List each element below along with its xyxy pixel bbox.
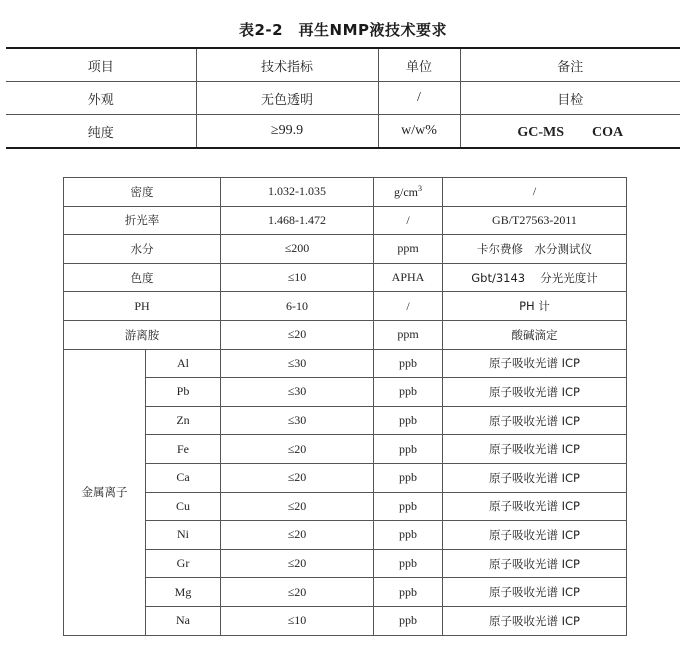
row-note: 酸碱滴定: [443, 320, 627, 349]
metal-element: Ni: [146, 521, 221, 550]
unit-base: g/cm: [394, 184, 418, 199]
metal-unit: ppb: [374, 435, 443, 464]
metal-unit: ppb: [374, 406, 443, 435]
header-item: 项目: [6, 48, 196, 82]
metal-note: 原子吸收光谱 ICP: [443, 406, 627, 435]
row-item: 游离胺: [64, 320, 221, 349]
unit-superscript: 3: [418, 183, 422, 193]
metal-element: Na: [146, 606, 221, 635]
metal-note: 原子吸收光谱 ICP: [443, 435, 627, 464]
metal-spec: ≤20: [221, 549, 374, 578]
metal-group-label: 金属离子: [64, 349, 146, 635]
row-spec: ≤200: [221, 235, 374, 264]
row-item: 外观: [6, 82, 196, 115]
metal-row: [64, 492, 627, 521]
row-item: 色度: [64, 263, 221, 292]
table-row: [64, 292, 627, 321]
metal-spec: ≤20: [221, 463, 374, 492]
metal-element: Cu: [146, 492, 221, 521]
metal-element: Fe: [146, 435, 221, 464]
metal-element: Zn: [146, 406, 221, 435]
metal-spec: ≤30: [221, 349, 374, 378]
table-row: [64, 235, 627, 264]
metal-row: [64, 606, 627, 635]
row-item: 折光率: [64, 206, 221, 235]
row-spec: 无色透明: [196, 82, 378, 115]
metal-element: Al: [146, 349, 221, 378]
metal-unit: ppb: [374, 578, 443, 607]
row-note: PH 计: [443, 292, 627, 321]
header-note: 备注: [460, 48, 680, 82]
table-row: [64, 320, 627, 349]
metal-spec: ≤10: [221, 606, 374, 635]
metal-note: 原子吸收光谱 ICP: [443, 349, 627, 378]
metal-note: 原子吸收光谱 ICP: [443, 492, 627, 521]
row-note: Gbt/3143 分光光度计: [443, 263, 627, 292]
metal-row: [64, 378, 627, 407]
metal-element: Mg: [146, 578, 221, 607]
row-note: 目检: [460, 82, 680, 115]
metal-unit: ppb: [374, 521, 443, 550]
nmp-spec-table-main: [6, 47, 680, 149]
metal-row: [64, 349, 627, 378]
row-item: 水分: [64, 235, 221, 264]
table-row: [64, 178, 627, 207]
metal-spec: ≤30: [221, 378, 374, 407]
table-row: [64, 263, 627, 292]
row-unit: /: [374, 206, 443, 235]
row-item: 密度: [64, 178, 221, 207]
metal-spec: ≤20: [221, 578, 374, 607]
metal-spec: ≤20: [221, 521, 374, 550]
metal-note: 原子吸收光谱 ICP: [443, 578, 627, 607]
row-item: PH: [64, 292, 221, 321]
table-caption: 表2-2 再生NMP液技术要求: [238, 21, 448, 39]
metal-unit: ppb: [374, 463, 443, 492]
metal-row: [64, 463, 627, 492]
table-row: [6, 115, 680, 149]
row-spec: ≥99.9: [196, 115, 378, 149]
metal-unit: ppb: [374, 606, 443, 635]
metal-element: Ca: [146, 463, 221, 492]
row-unit: [374, 178, 443, 207]
metal-row: [64, 435, 627, 464]
row-unit: ppm: [374, 235, 443, 264]
row-item: 纯度: [6, 115, 196, 149]
table-header-row: [6, 48, 680, 82]
metal-spec: ≤20: [221, 492, 374, 521]
metal-unit: ppb: [374, 349, 443, 378]
metal-note: 原子吸收光谱 ICP: [443, 549, 627, 578]
metal-row: [64, 406, 627, 435]
metal-unit: ppb: [374, 492, 443, 521]
row-spec: ≤10: [221, 263, 374, 292]
row-note: GB/T27563-2011: [443, 206, 627, 235]
row-note: 卡尔费修 水分测试仪: [443, 235, 627, 264]
metal-row: [64, 549, 627, 578]
row-unit: w/w%: [378, 115, 460, 149]
metal-note: 原子吸收光谱 ICP: [443, 606, 627, 635]
nmp-spec-table-detail: [63, 177, 627, 636]
metal-spec: ≤20: [221, 435, 374, 464]
metal-row: [64, 521, 627, 550]
row-spec: 1.468-1.472: [221, 206, 374, 235]
row-note: /: [443, 178, 627, 207]
metal-unit: ppb: [374, 378, 443, 407]
metal-element: Gr: [146, 549, 221, 578]
metal-row: [64, 578, 627, 607]
row-unit: ppm: [374, 320, 443, 349]
row-spec: 6-10: [221, 292, 374, 321]
metal-spec: ≤30: [221, 406, 374, 435]
metal-note: 原子吸收光谱 ICP: [443, 378, 627, 407]
header-spec: 技术指标: [196, 48, 378, 82]
row-spec: ≤20: [221, 320, 374, 349]
metal-note: 原子吸收光谱 ICP: [443, 521, 627, 550]
row-unit: /: [378, 82, 460, 115]
metal-element: Pb: [146, 378, 221, 407]
row-unit: /: [374, 292, 443, 321]
table-row: [64, 206, 627, 235]
header-unit: 单位: [378, 48, 460, 82]
row-note: GC-MS COA: [460, 115, 680, 149]
metal-unit: ppb: [374, 549, 443, 578]
table-row: [6, 82, 680, 115]
metal-note: 原子吸收光谱 ICP: [443, 463, 627, 492]
row-unit: APHA: [374, 263, 443, 292]
row-spec: 1.032-1.035: [221, 178, 374, 207]
